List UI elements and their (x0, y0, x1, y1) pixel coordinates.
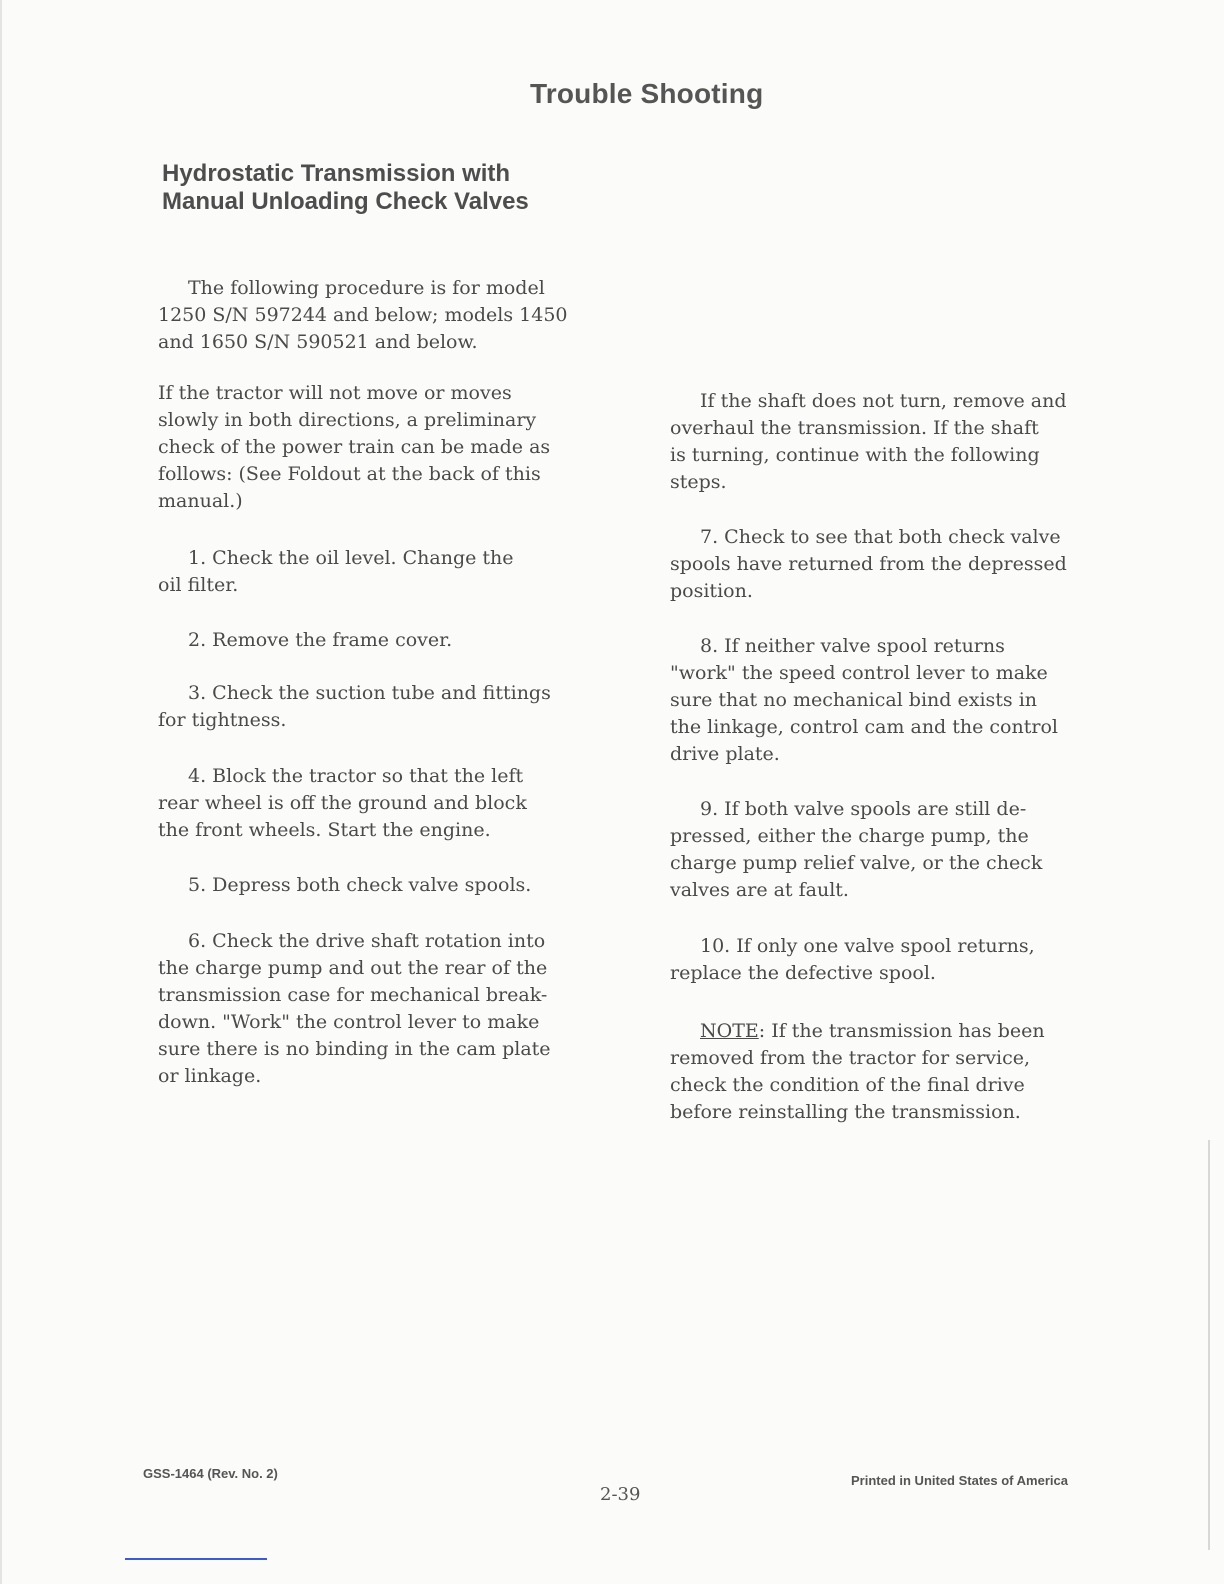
text-line: or linkage. (158, 1065, 262, 1087)
text-line: down. "Work" the control lever to make (158, 1011, 540, 1033)
text-line: 6. Check the drive shaft rotation into (188, 930, 546, 952)
text-line: position. (670, 580, 753, 602)
text-line: If the shaft does not turn, remove and (700, 390, 1067, 412)
text-line: removed from the tractor for service, (670, 1047, 1031, 1069)
note-label: NOTE (700, 1020, 759, 1042)
step-9 (670, 796, 1042, 904)
step-1 (158, 545, 514, 599)
text-line: check of the power train can be made as (158, 436, 551, 458)
text-line: 10. If only one valve spool returns, (700, 935, 1035, 957)
note-text: : If the transmission has been (758, 1020, 1045, 1042)
text-line: spools have returned from the depressed (670, 553, 1067, 575)
step-10 (670, 933, 1035, 987)
text-line: 1250 S/N 597244 and below; models 1450 (158, 304, 568, 326)
page-left-edge (0, 0, 2, 1584)
section-title-line: Manual Unloading Check Valves (162, 188, 529, 215)
text-line: slowly in both directions, a preliminary (158, 409, 537, 431)
text-line: rear wheel is off the ground and block (158, 792, 527, 814)
step-7 (670, 524, 1067, 605)
bottom-rule (125, 1558, 267, 1560)
text-line: valves are at fault. (670, 879, 849, 901)
text-line: transmission case for mechanical break- (158, 984, 548, 1006)
step-2 (158, 627, 452, 654)
section-title (162, 160, 529, 216)
text-line: "work" the speed control lever to make (670, 662, 1048, 684)
left-column (158, 275, 618, 1105)
step-8 (670, 633, 1058, 768)
text-line: 9. If both valve spools are still de- (700, 798, 1027, 820)
text-line: follows: (See Foldout at the back of this (158, 463, 541, 485)
text-line: for tightness. (158, 709, 287, 731)
text-line: the charge pump and out the rear of the (158, 957, 548, 979)
text-line: If the tractor will not move or moves (158, 382, 512, 404)
step-5 (158, 872, 531, 899)
note-paragraph (670, 1018, 1045, 1126)
text-line: 2. Remove the frame cover. (188, 629, 453, 651)
intro-paragraph (158, 275, 568, 356)
document-number: GSS-1464 (Rev. No. 2) (143, 1466, 278, 1481)
text-line: replace the defective spool. (670, 962, 936, 984)
text-line: The following procedure is for model (188, 277, 545, 299)
text-line: drive plate. (670, 743, 780, 765)
text-line: 1. Check the oil level. Change the (188, 547, 514, 569)
text-line: manual.) (158, 490, 243, 512)
text-line: check the condition of the final drive (670, 1074, 1025, 1096)
text-line: the linkage, control cam and the control (670, 716, 1058, 738)
text-line: 5. Depress both check valve spools. (188, 874, 532, 896)
text-line: charge pump relief valve, or the check (670, 852, 1043, 874)
shaft-check-paragraph (670, 388, 1067, 496)
page-number: 2-39 (600, 1484, 641, 1505)
text-line: 8. If neither valve spool returns (700, 635, 1005, 657)
text-line: overhaul the transmission. If the shaft (670, 417, 1039, 439)
text-line: steps. (670, 471, 727, 493)
text-line: and 1650 S/N 590521 and below. (158, 331, 478, 353)
text-line: pressed, either the charge pump, the (670, 825, 1029, 847)
text-line: 4. Block the tractor so that the left (188, 765, 524, 787)
right-column (670, 388, 1140, 1148)
section-title-line: Hydrostatic Transmission with (162, 160, 511, 187)
text-line: before reinstalling the transmission. (670, 1101, 1021, 1123)
step-4 (158, 763, 527, 844)
preliminary-check-paragraph (158, 380, 550, 515)
text-line: 3. Check the suction tube and fittings (188, 682, 551, 704)
page-title: Trouble Shooting (530, 78, 764, 109)
printed-in-label: Printed in United States of America (851, 1473, 1068, 1488)
page-right-edge (1208, 1140, 1210, 1550)
text-line: sure there is no binding in the cam plate (158, 1038, 551, 1060)
text-line: oil filter. (158, 574, 239, 596)
text-line: the front wheels. Start the engine. (158, 819, 491, 841)
text-line: is turning, continue with the following (670, 444, 1040, 466)
text-line (670, 1018, 1045, 1045)
step-3 (158, 680, 551, 734)
step-6 (158, 928, 551, 1090)
text-line: sure that no mechanical bind exists in (670, 689, 1038, 711)
text-line: 7. Check to see that both check valve (700, 526, 1061, 548)
